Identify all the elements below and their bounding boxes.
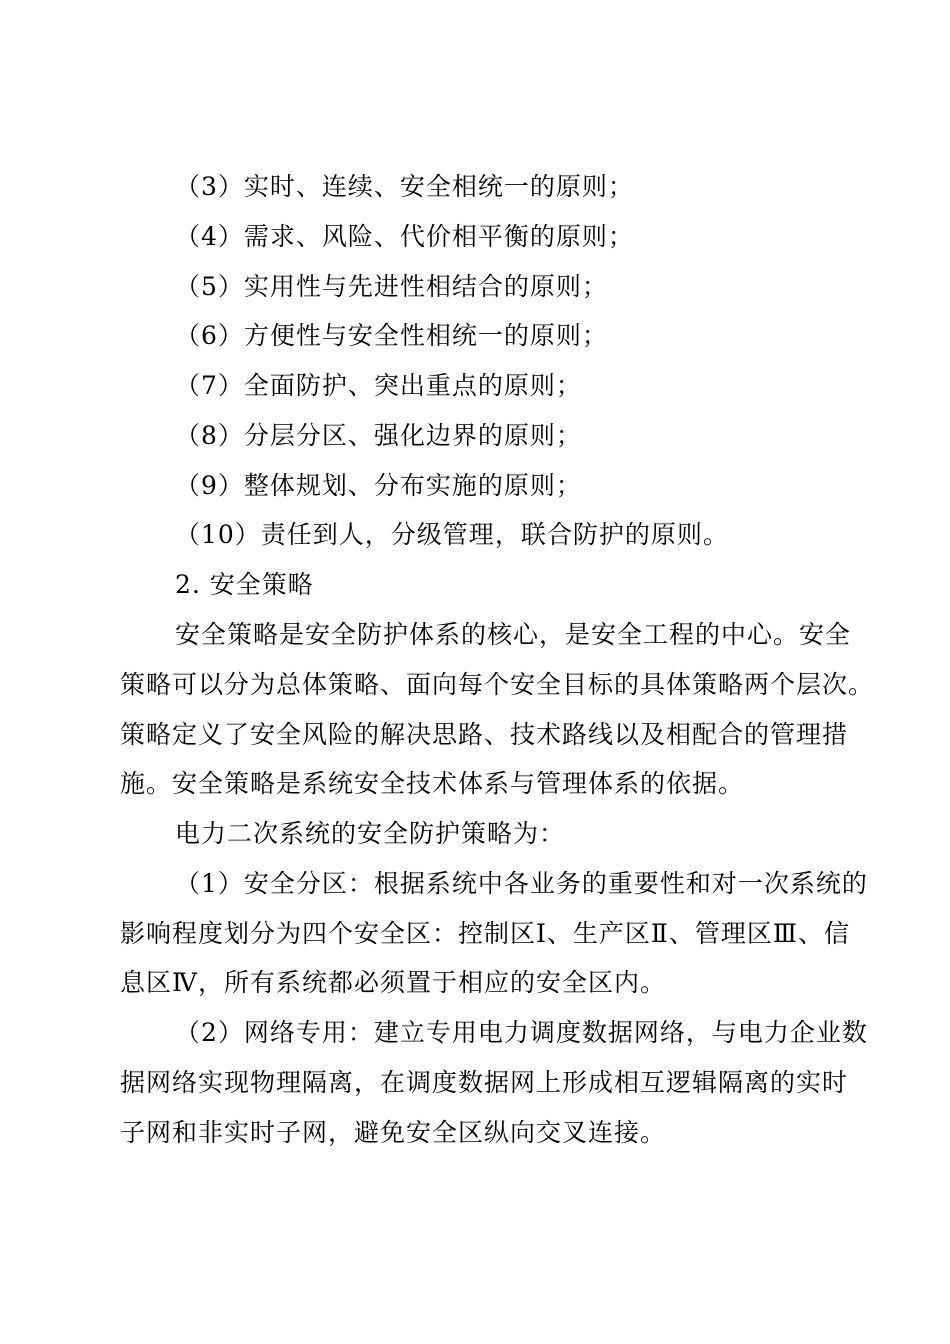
principle-3: （3）实时、连续、安全相统一的原则； [175, 172, 634, 201]
principle-5: （5）实用性与先进性相结合的原则； [175, 272, 608, 301]
para1-line-1: 安全策略是安全防护体系的核心，是安全工程的中心。安全 [175, 620, 852, 649]
para2: 电力二次系统的安全防护策略为： [175, 819, 566, 848]
principle-7: （7）全面防护、突出重点的原则； [175, 371, 582, 400]
para1-line-2: 策略可以分为总体策略、面向每个安全目标的具体策略两个层次。 [120, 670, 875, 699]
principle-4: （4）需求、风险、代价相平衡的原则； [175, 222, 634, 251]
principle-6: （6）方便性与安全性相统一的原则； [175, 321, 608, 350]
para1-line-4: 施。安全策略是系统安全技术体系与管理体系的依据。 [120, 769, 745, 798]
principle-8: （8）分层分区、强化边界的原则； [175, 421, 582, 450]
para3-line-3: 息区Ⅳ，所有系统都必须置于相应的安全区内。 [120, 968, 666, 997]
para1-line-3: 策略定义了安全风险的解决思路、技术路线以及相配合的管理措 [120, 720, 849, 749]
para4-line-1: （2）网络专用：建立专用电力调度数据网络，与电力企业数 [175, 1018, 868, 1047]
section-heading: 2. 安全策略 [175, 570, 314, 599]
para3-line-1: （1）安全分区：根据系统中各业务的重要性和对一次系统的 [175, 869, 868, 898]
para4-line-3: 子网和非实时子网，避免安全区纵向交叉连接。 [120, 1118, 667, 1147]
principle-9: （9）整体规划、分布实施的原则； [175, 471, 582, 500]
para4-line-2: 据网络实现物理隔离，在调度数据网上形成相互逻辑隔离的实时 [120, 1068, 849, 1097]
principle-10: （10）责任到人，分级管理，联合防护的原则。 [175, 520, 729, 549]
para3-line-2: 影响程度划分为四个安全区：控制区Ⅰ、生产区Ⅱ、管理区Ⅲ、信 [120, 919, 850, 948]
